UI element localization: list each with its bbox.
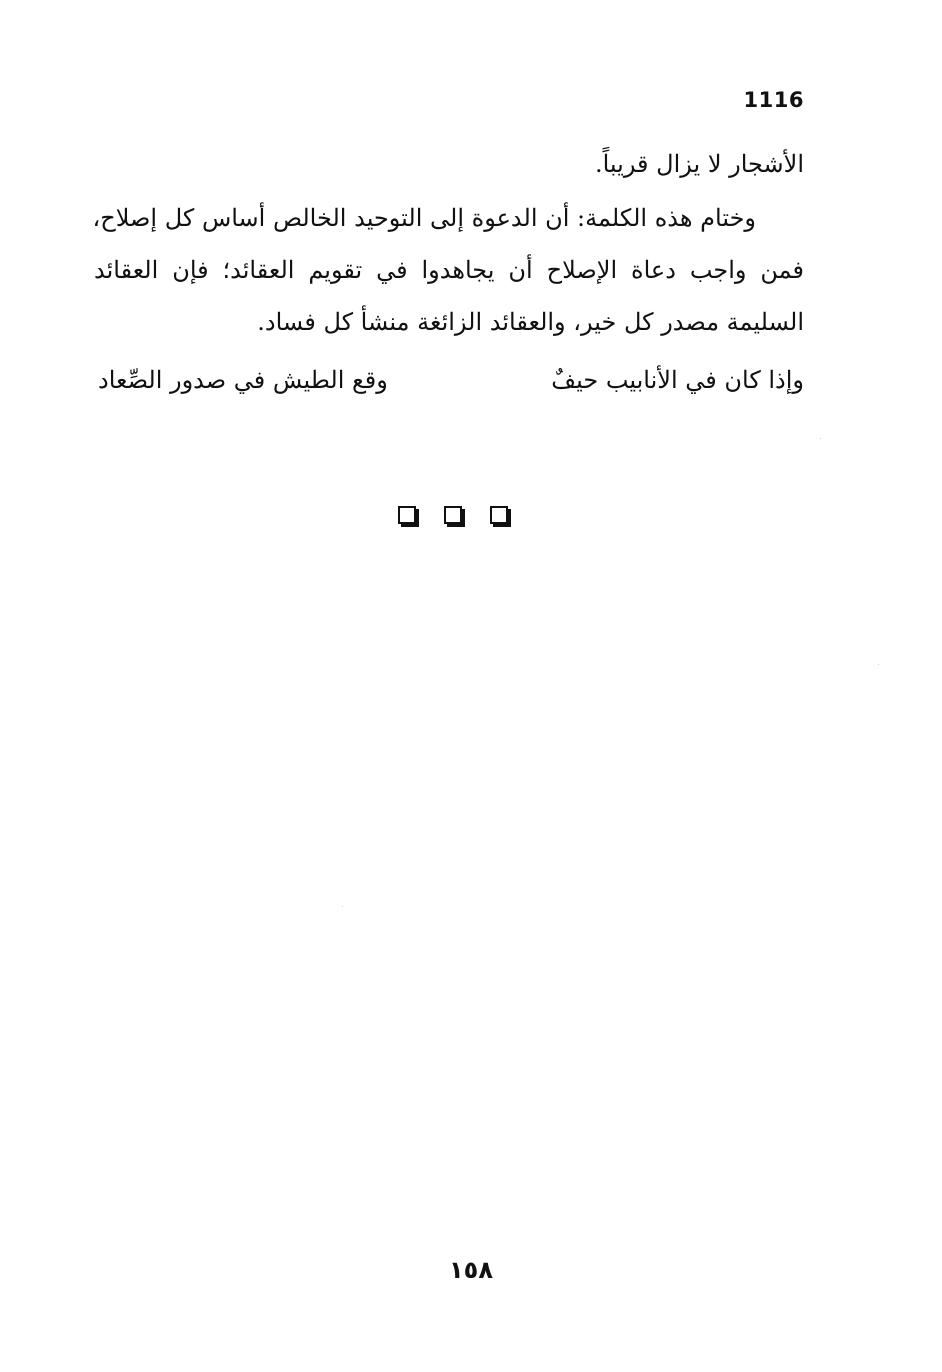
verse-first-hemistich: وإذا كان في الأنابيب حيفٌ bbox=[551, 366, 804, 394]
poetry-verse bbox=[98, 358, 804, 402]
reference-number: 1116 bbox=[743, 88, 804, 112]
body-text bbox=[94, 138, 804, 348]
closing-paragraph bbox=[94, 192, 804, 348]
box-icon bbox=[398, 506, 416, 524]
section-separator bbox=[398, 504, 508, 528]
scan-speck bbox=[878, 664, 879, 665]
box-icon bbox=[490, 506, 508, 524]
paragraph-line: فمن واجب دعاة الإصلاح أن يجاهدوا في تقويم العقائد؛ فإن العقائد bbox=[94, 256, 804, 284]
verse-second-hemistich: وقع الطيش في صدور الصِّعاد bbox=[98, 366, 388, 394]
paragraph-line: وختام هذه الكلمة: أن الدعوة إلى التوحيد الخالص أساس كل إصلاح، bbox=[92, 204, 756, 232]
box-icon bbox=[444, 506, 462, 524]
paragraph-continuation: الأشجار لا يزال قريباً. bbox=[594, 150, 804, 178]
scan-speck bbox=[342, 906, 343, 907]
scan-speck bbox=[820, 438, 821, 439]
page-number: ١٥٨ bbox=[449, 1256, 493, 1284]
paragraph-line: السليمة مصدر كل خير، والعقائد الزائغة منشأ كل فساد. bbox=[257, 308, 804, 336]
